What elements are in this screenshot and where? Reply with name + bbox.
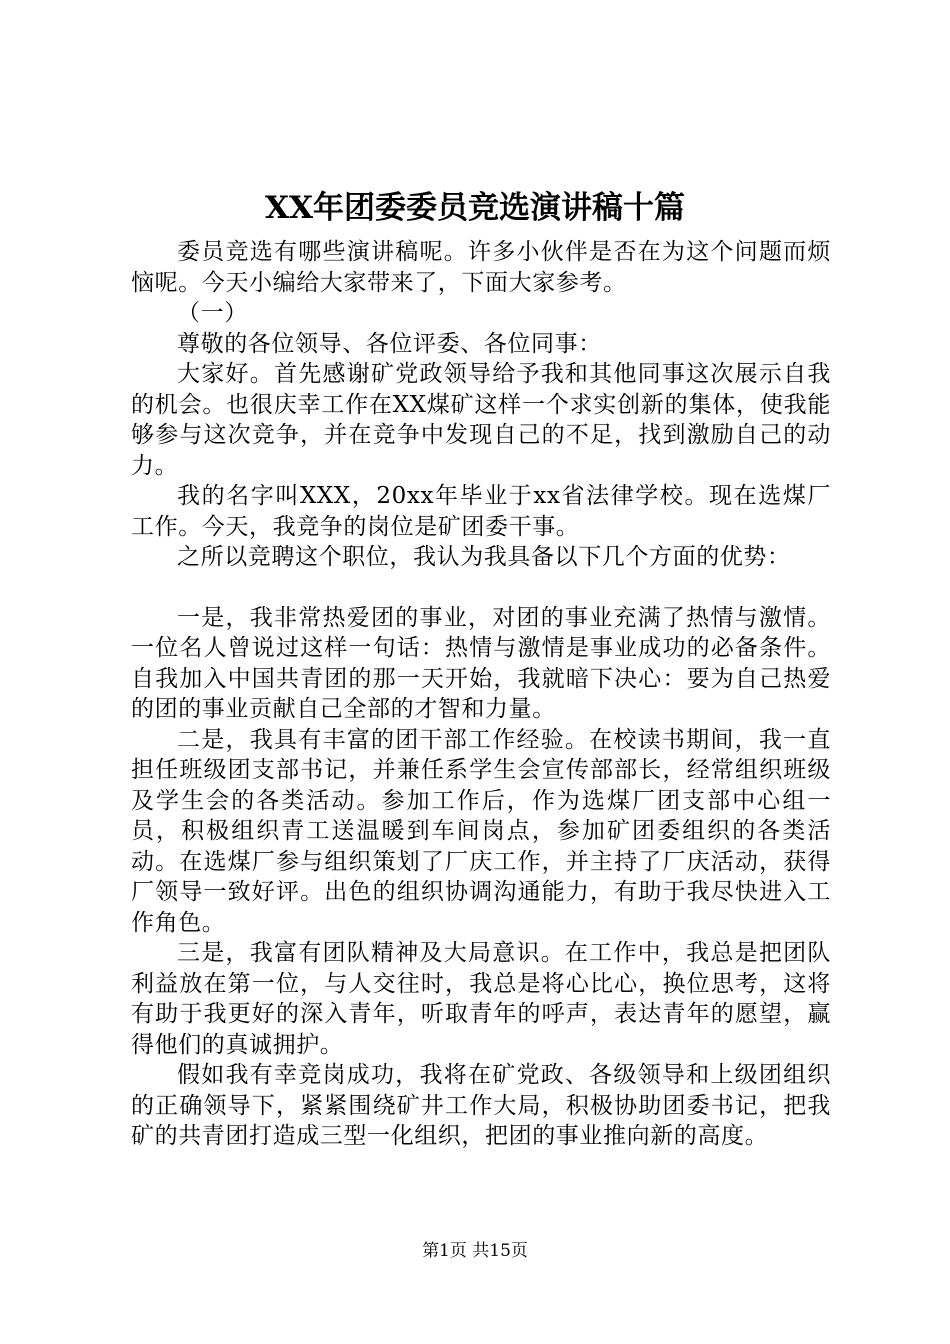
paragraph-intro: 委员竞选有哪些演讲稿呢。许多小伙伴是否在为这个问题而烦恼呢。今天小编给大家带来了，下面大家参考。	[131, 239, 831, 296]
paragraph-greeting: 大家好。首先感谢矿党政领导给予我和其他同事这次展示自我的机会。也很庆幸工作在XX煤矿这样一个求实创新的集体，使我能够参与这次竞争，并在竞争中发现自己的不足，找到激励自己的动力。	[131, 361, 831, 479]
paragraph-advantage-2: 二是，我具有丰富的团干部工作经验。在校读书期间，我一直担任班级团支部书记，并兼任系学生会宣传部部长，经常组织班级及学生会的各类活动。参加工作后，作为选煤厂团支部中心组一员，积极组织青工送温暖到车间岗点，参加矿团委组织的各类活动。在选煤厂参与组织策划了厂庆工作，并主持了厂庆活动，获得厂领导一致好评。出色的组织协调沟通能力，有助于我尽快进入工作角色。	[131, 726, 831, 936]
page-number-footer: 第1页 共15页	[422, 1241, 528, 1261]
document-body	[131, 237, 831, 1152]
paragraph-closing: 假如我有幸竞岗成功，我将在矿党政、各级领导和上级团组织的正确领导下，紧紧围绕矿井工作大局，积极协助团委书记，把我矿的共青团打造成三型一化组织，把团的事业推向新的高度。	[131, 1062, 831, 1149]
paragraph-advantages-lead: 之所以竞聘这个职位，我认为我具备以下几个方面的优势：	[177, 544, 791, 570]
paragraph-salutation: 尊敬的各位领导、各位评委、各位同事：	[177, 330, 602, 357]
paragraph-advantage-3: 三是，我富有团队精神及大局意识。在工作中，我总是把团队利益放在第一位，与人交往时，我总是将心比心，换位思考，这将有助于我更好的深入青年，听取青年的呼声，表达青年的愿望，赢得他们的真诚拥护。	[131, 940, 831, 1058]
paragraph-self-intro: 我的名字叫XXX，20xx年毕业于xx省法律学校。现在选煤厂工作。今天，我竞争的岗位是矿团委干事。	[131, 483, 831, 540]
document-title: XX年团委委员竞选演讲稿十篇	[264, 190, 686, 226]
section-heading-1: （一）	[177, 300, 248, 326]
paragraph-advantage-1: 一是，我非常热爱团的事业，对团的事业充满了热情与激情。一位名人曾说过这样一句话：热情与激情是事业成功的必备条件。自我加入中国共青团的那一天开始，我就暗下决心：要为自己热爱的团的事业贡献自己全部的才智和力量。	[131, 604, 831, 722]
